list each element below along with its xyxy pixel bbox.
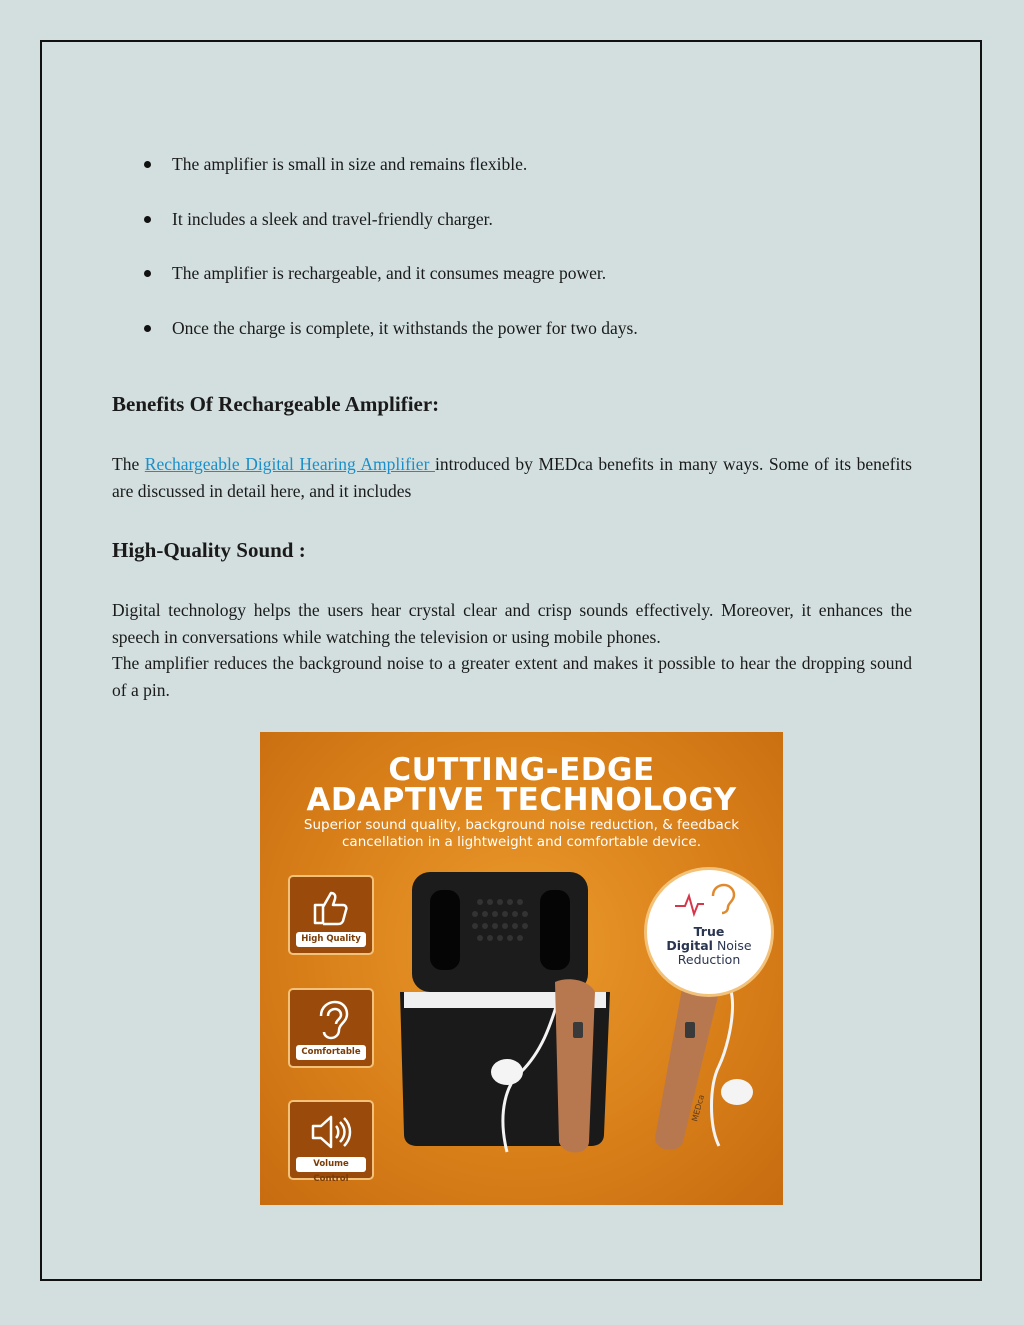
- quality-heading: High-Quality Sound :: [112, 538, 306, 562]
- feature-volume-control: [288, 1100, 374, 1184]
- feature-high-quality: [288, 875, 374, 955]
- feature-label: Volume Control: [296, 1157, 366, 1172]
- bullet-icon: [144, 216, 151, 223]
- benefits-intro: [112, 451, 912, 504]
- thumbs-up-icon: [309, 885, 353, 929]
- intro-suffix: introduced by MEDca benefits in many ways. Some of its benefits are discussed in detail here, and it includes: [112, 454, 912, 501]
- list-item-text: The amplifier is small in size and remains flexible.: [172, 154, 528, 174]
- quality-paragraph-2: The amplifier reduces the background noise to a greater extent and makes it possible to hear the dropping sound of a pin.: [112, 653, 912, 700]
- quality-paragraph-1: Digital technology helps the users hear crystal clear and crisp sounds effectively. Moreover, it enhances the speech in conversations while watching the television or using mobile phones.: [112, 600, 912, 647]
- promo-subtitle-1: Superior sound quality, background noise reduction, & feedback: [303, 817, 740, 833]
- hearing-aid-devices-icon: [475, 962, 775, 1202]
- badge-line-1: True: [693, 924, 725, 939]
- badge-line-3: Reduction: [677, 952, 741, 967]
- ear-waveform-icon: [671, 882, 751, 922]
- benefits-heading: Benefits Of Rechargeable Amplifier:: [112, 392, 440, 416]
- promo-headline-1: CUTTING-EDGE: [388, 752, 655, 788]
- feature-list: [112, 152, 912, 370]
- list-item: [112, 261, 912, 285]
- bullet-icon: [144, 270, 151, 277]
- ear-icon: [309, 998, 353, 1042]
- badge-digital: Digital: [666, 938, 713, 953]
- rechargeable-amplifier-link[interactable]: Rechargeable Digital Hearing Amplifier: [144, 454, 435, 474]
- feature-comfortable: [288, 988, 374, 1068]
- product-image: [260, 732, 783, 1205]
- bullet-icon: [144, 161, 151, 168]
- feature-label: Comfortable: [296, 1045, 366, 1060]
- list-item-text: Once the charge is complete, it withstands the power for two days.: [172, 317, 638, 338]
- promo-headline-2: ADAPTIVE TECHNOLOGY: [306, 782, 737, 818]
- speaker-volume-icon: [309, 1110, 353, 1154]
- noise-reduction-badge: [644, 867, 774, 997]
- promo-subtitle-2: cancellation in a lightweight and comfortable device.: [342, 834, 701, 850]
- list-item: [112, 207, 912, 231]
- feature-label: High Quality: [296, 932, 366, 947]
- badge-line-2: [647, 938, 771, 953]
- list-item: [112, 152, 912, 176]
- device-brand-text: MEDca: [690, 1093, 707, 1123]
- bullet-icon: [144, 325, 151, 332]
- list-item-text: It includes a sleek and travel-friendly charger.: [172, 208, 493, 229]
- badge-noise: Noise: [716, 938, 752, 953]
- quality-text: [112, 597, 912, 703]
- list-item: [112, 316, 912, 340]
- intro-prefix: The: [112, 454, 145, 474]
- list-item-text: The amplifier is rechargeable, and it consumes meagre power.: [172, 263, 607, 283]
